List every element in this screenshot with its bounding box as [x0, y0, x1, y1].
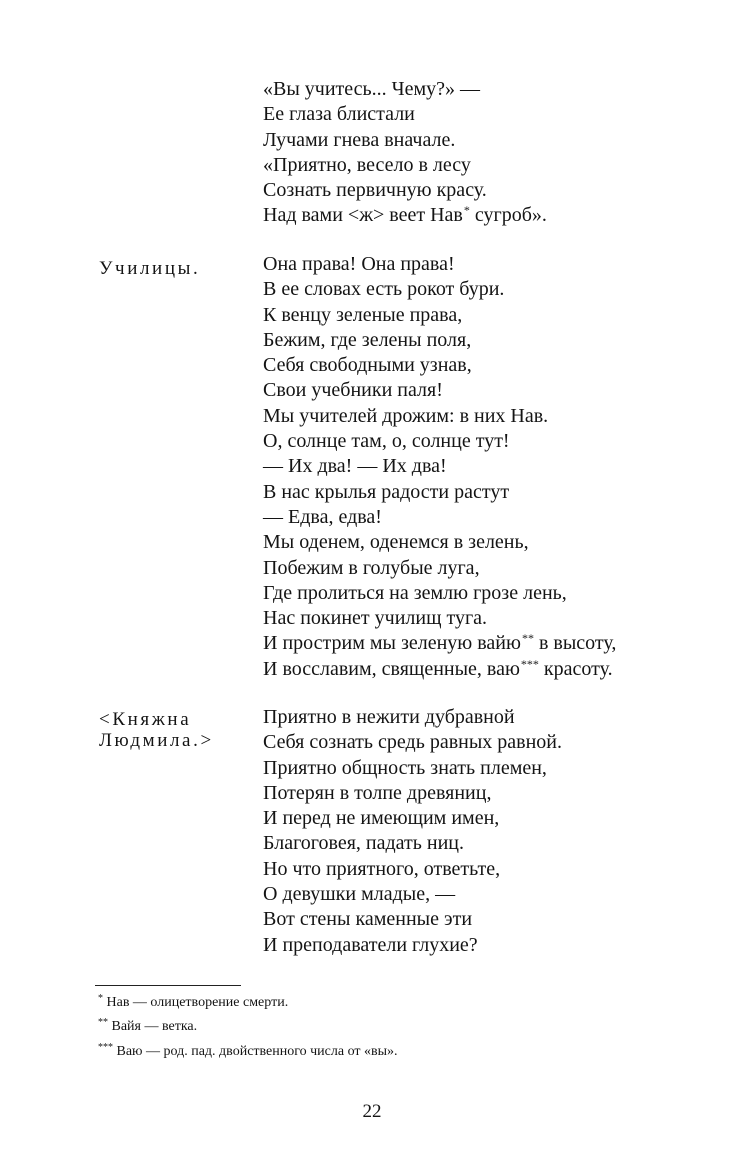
verse-line: В нас крылья радости растут — [263, 480, 510, 503]
verse-line: Ее глаза блистали — [263, 103, 415, 126]
verse-line: Себя свободными узнав, — [263, 354, 472, 377]
verse-line: Но что приятного, ответьте, — [263, 857, 501, 880]
verse-line: О девушки младые, — — [263, 883, 456, 906]
verse-line: Приятно в нежити дубравной — [263, 706, 515, 728]
footnote-3: *** Ваю — род. пад. двойственного числа от «вы». — [98, 1042, 398, 1059]
verse-lines — [263, 77, 547, 229]
speaker-label: Училицы. — [99, 258, 201, 279]
speaker-label: <Княжна Людмила.> — [99, 709, 214, 751]
verse-line: Мы учителей дрожим: в них Нав. — [263, 404, 549, 427]
verse-line: Потерян в толпе древяниц, — [263, 781, 492, 804]
verse-line: В ее словах есть рокот бури. — [263, 278, 505, 301]
verse-line: — Едва, едва! — [263, 505, 382, 528]
verse-line: Побежим в голубые луга, — [263, 556, 480, 579]
verse-line: Вот стены каменные эти — [263, 908, 473, 931]
verse-line: Лучами гнева вначале. — [263, 128, 456, 151]
verse-line: «Вы учитесь... Чему?» — — [263, 78, 481, 100]
verse-line: Над вами <ж> веет Нав* сугроб». — [263, 203, 547, 227]
footnote-mark: *** — [520, 656, 539, 671]
verse-line: И преподаватели глухие? — [263, 933, 478, 956]
verse-line: Она права! Она права! — [263, 253, 455, 275]
footnote-mark: ** — [521, 631, 534, 646]
verse-line: Нас покинет училищ туга. — [263, 607, 488, 630]
verse-lines — [263, 252, 616, 682]
verse-line: Приятно общность знать племен, — [263, 756, 547, 779]
verse-line: И перед не имеющим имен, — [263, 807, 500, 830]
footnote-2: ** Вайя — ветка. — [98, 1017, 198, 1034]
verse-line: Сознать первичную красу. — [263, 179, 487, 202]
page-number: 22 — [362, 1101, 382, 1122]
verse-line: К венцу зеленые права, — [263, 303, 463, 326]
verse-line: — Их два! — Их два! — [263, 455, 447, 478]
verse-line: И восславим, священные, ваю*** красоту. — [263, 656, 613, 680]
verse-line: Бежим, где зелены поля, — [263, 328, 472, 351]
verse-lines — [263, 705, 562, 958]
footnote-divider — [95, 985, 241, 986]
verse-line: Мы оденем, оденемся в зелень, — [263, 531, 529, 554]
verse-line: И прострим мы зеленую вайю** в высоту, — [263, 631, 617, 655]
footnote-1: * Нав — олицетворение смерти. — [98, 993, 289, 1010]
verse-line: Себя сознать средь равных равной. — [263, 731, 563, 754]
verse-line: Где пролиться на землю грозе лень, — [263, 581, 567, 604]
verse-line: Благоговея, падать ниц. — [263, 832, 464, 855]
verse-line: О, солнце там, о, солнце тут! — [263, 430, 510, 453]
footnote-mark: * — [463, 203, 470, 218]
verse-line: Свои учебники паля! — [263, 379, 443, 402]
verse-line: «Приятно, весело в лесу — [263, 153, 471, 176]
